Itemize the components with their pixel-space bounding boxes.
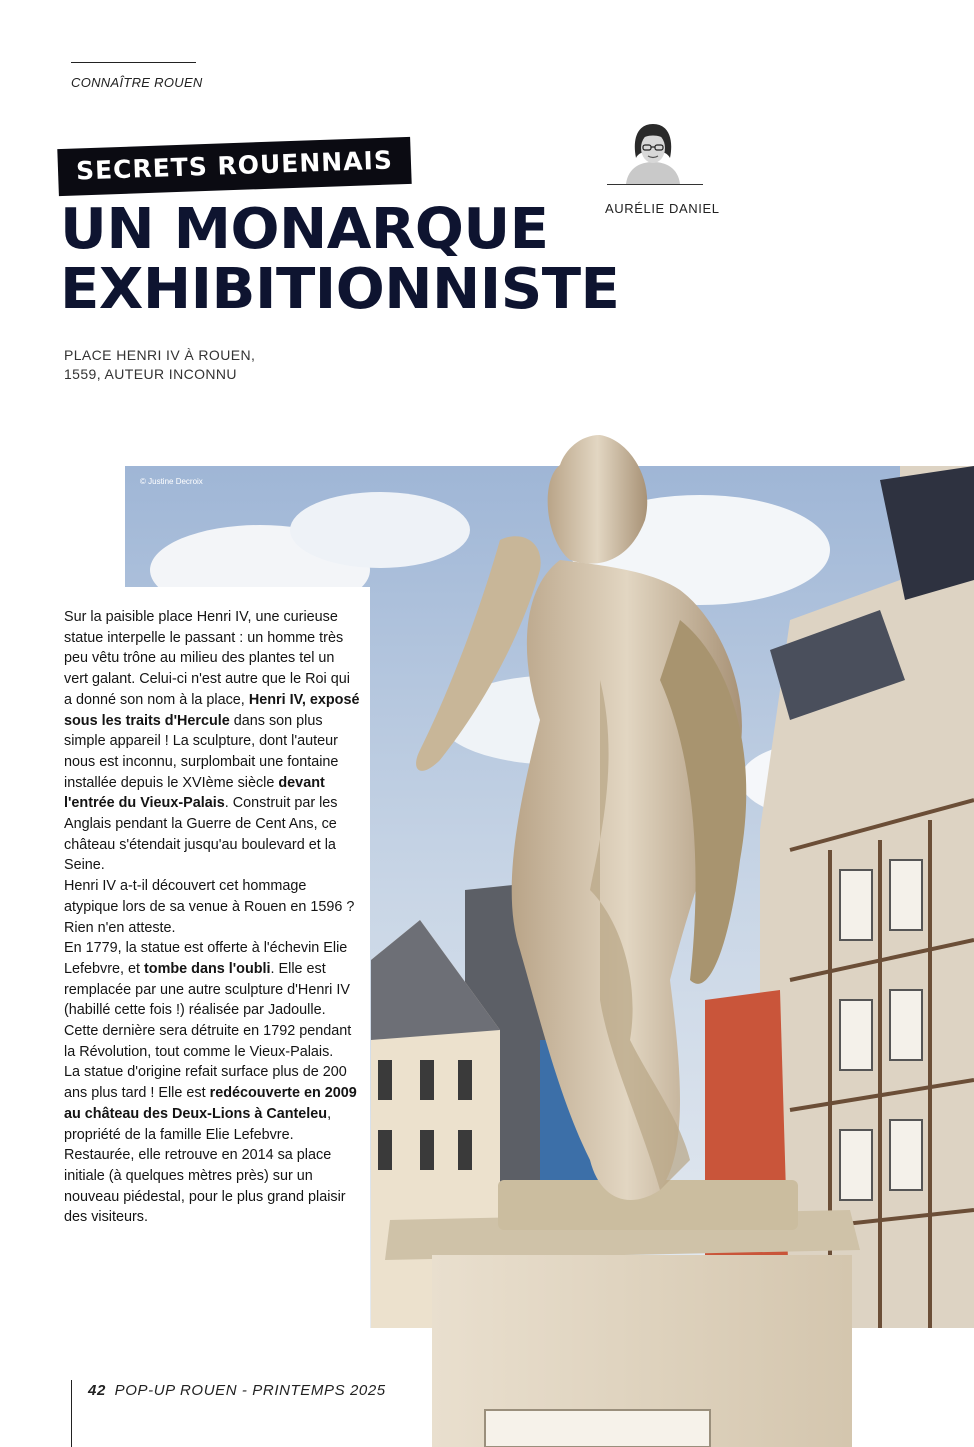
caption-line-1: PLACE HENRI IV À ROUEN, bbox=[64, 347, 256, 363]
photo-credit: © Justine Decroix bbox=[140, 477, 203, 486]
footer-rule bbox=[71, 1380, 72, 1447]
author-avatar bbox=[620, 118, 686, 184]
title-line-1: UN MONARQUE bbox=[60, 197, 549, 262]
caption-line-2: 1559, AUTEUR INCONNU bbox=[64, 366, 237, 382]
page-footer bbox=[88, 1382, 386, 1399]
photo-caption bbox=[64, 346, 255, 384]
paragraph-4: La statue d'origine refait surface plus de 200 ans plus tard ! Elle est redécouverte en 2009 au château des Deux-Lions à Canteleu, propriété de la famille Elie Lefebvre. Restaurée, elle retrouve en 2014 sa place initiale (à quelques mètres près) sur un nouveau piédestal, pour le plus grand plaisir des visiteurs. bbox=[64, 1064, 357, 1226]
section-tag: SECRETS ROUENNAIS bbox=[57, 137, 411, 196]
paragraph-1: Sur la paisible place Henri IV, une curieuse statue interpelle le passant : un homme très peu vêtu trône au milieu des plantes tel un vert galant. Celui-ci n'est autre que le Roi qui a donné son nom à la place, Henri IV, exposé sous les traits d'Hercule dans son plus simple appareil ! La sculpture, dont l'auteur nous est inconnu, surplombait une fontaine installée depuis le XVIème siècle devant l'entrée du Vieux-Palais. Construit par les Anglais pendant la Guerre de Cent Ans, ce château s'étendait jusqu'au boulevard et la Seine. bbox=[64, 609, 360, 874]
top-rule bbox=[71, 62, 196, 63]
author-rule bbox=[607, 184, 703, 185]
page-title bbox=[60, 197, 620, 322]
page-number: 42 bbox=[88, 1382, 106, 1399]
author-name: AURÉLIE DANIEL bbox=[605, 201, 720, 216]
title-line-2: EXHIBITIONNISTE bbox=[60, 257, 620, 322]
section-label: CONNAÎTRE ROUEN bbox=[71, 75, 203, 90]
article-body bbox=[64, 607, 360, 1228]
paragraph-3: En 1779, la statue est offerte à l'échevin Elie Lefebvre, et tombe dans l'oubli. Elle est remplacée par une autre sculpture d'Henri IV (habillé cette fois !) réalisée par Jadoulle. Cette dernière sera détruite en 1792 pendant la Révolution, tout comme le Vieux-Palais. bbox=[64, 940, 352, 1060]
publication-name: POP-UP ROUEN - PRINTEMPS 2025 bbox=[114, 1382, 386, 1399]
paragraph-2: Henri IV a-t-il découvert cet hommage atypique lors de sa venue à Rouen en 1596 ? Rien n'en atteste. bbox=[64, 878, 355, 936]
